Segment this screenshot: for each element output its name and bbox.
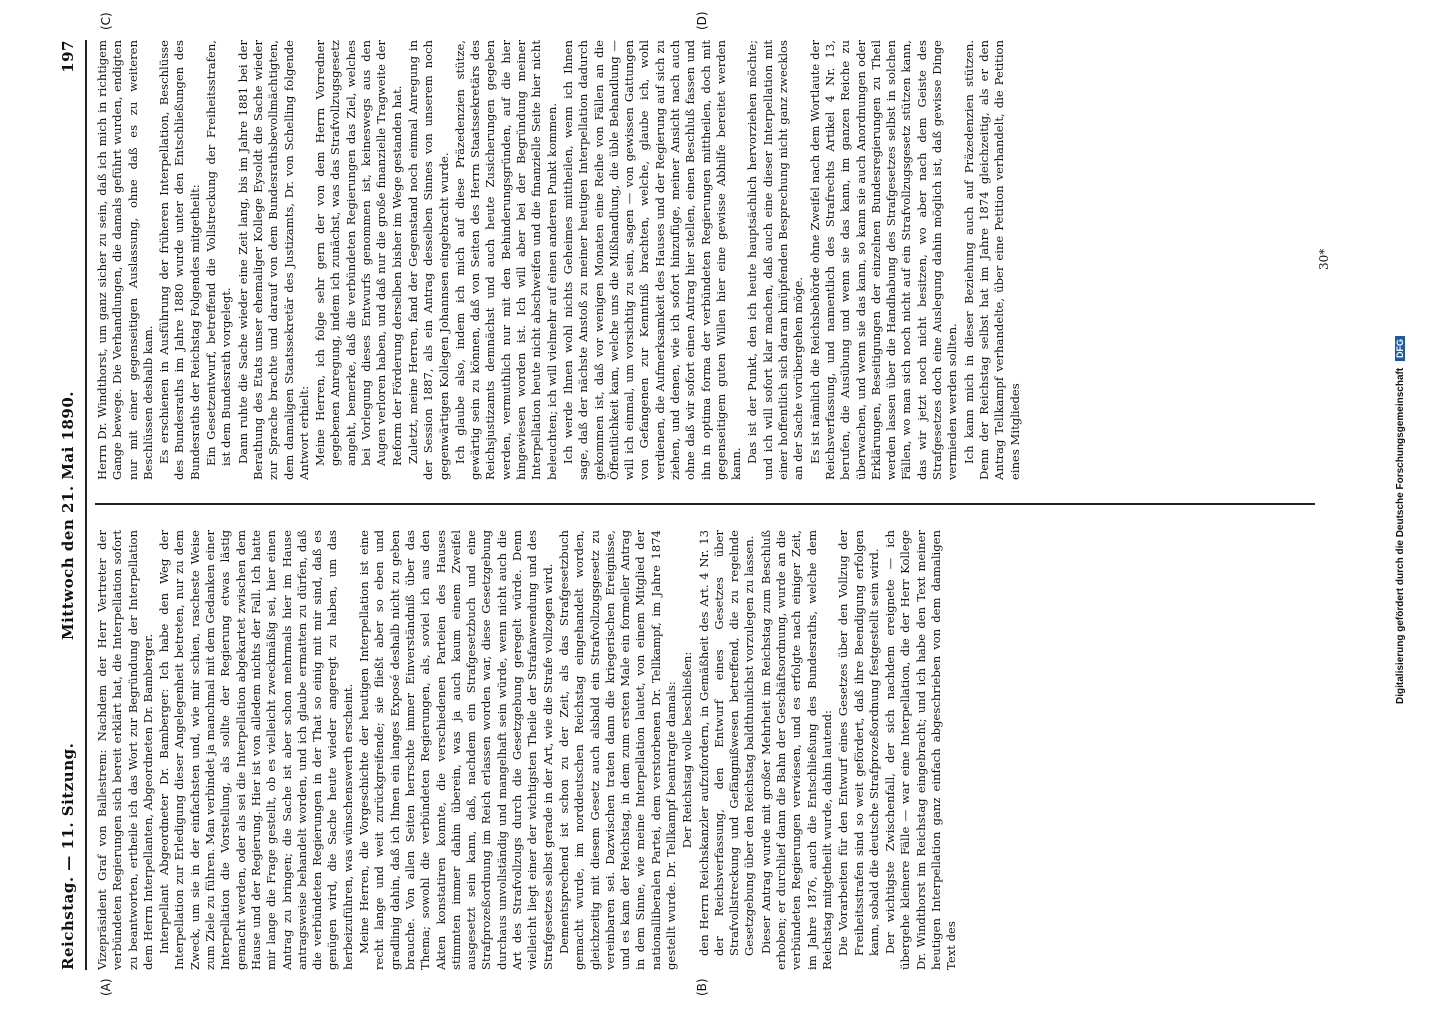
quote-paragraph: Meine Herren, ich folge sehr gern der von dem Herrn Vorredner gegebenen Anregung, indem ich zunächst, was das Strafvollzugsgesetz angeht, bemerke, daß die verbündeten Regierungen das Ziel, welches bei Vorlegung dieses Entwurfs genommen ist, keineswegs aus den Augen verloren haben, und daß nur die große finanzielle Tragweite der Reform der Förderung derselben bisher im Wege gestanden hat. [313, 40, 404, 466]
paragraph: Dieser Antrag wurde mit großer Mehrheit im Reichstag zum Beschluß erhoben; er durchlief dann die Bahn der Geschäftsordnung, wurde an die verbündeten Regierungen verwiesen, und es erfolgte nach einiger Zeit, im Jahre 1876, auch die Entschließung des Bundesraths, welche dem Reichstag mitgetheilt wurde, dahin lautend: [758, 530, 834, 970]
paragraph: Dementsprechend ist schon zu der Zeit, als das Strafgesetzbuch gemacht wurde, im norddeutschen Reichstag eingehandelt worden, gleichzeitig mit diesem Gesetz auch alsbald ein Strafvollzugsgesetz zu vereinbaren sei. Dazwischen traten dann die kriegerischen Ereignisse, und es kam der Reichstag, in dem zum ersten Male ein formeller Antrag in dem Sinne, wie meine Interpellation lautet, von einem Mitglied der nationalliberalen Partei, dem verstorbenen Dr. Tellkampf, im Jahre 1874 gestellt wurde. Dr. Tellkampf beantragte damals: [556, 530, 678, 970]
paragraph: Der wichtigste Zwischenfall, der sich nachdem ereignete — ich übergehe kleinere Fälle — war eine Interpellation, die der Herr Kollege Dr. Windthorst im Reichstag eingebracht; und ich habe den Text meiner heutigen Interpellation ganz einfach abgeschrieben von dem damaligen Text des [883, 530, 959, 970]
paragraph: Meine Herren, die Vorgeschichte der heutigen Interpellation ist eine recht lange und weit zurückgreifende; sie fließt aber so eben und gradlinig dahin, daß ich Ihnen ein langes Exposé deshalb nicht zu geben brauche. Von allen Seiten herrschte immer Einverständniß über das Thema; sowohl die verbündeten Regierungen, als, soviel ich aus den Akten konstatiren konnte, die verschiedenen Parteien des Hauses stimmten immer dahin überein, was ja auch kaum einem Zweifel ausgesetzt sein kann, daß, nachdem ein Strafgesetzbuch und eine Strafprozeßordnung im Reich erlassen worden war, diese Gesetzgebung durchaus unvollständig und mangelhaft sein würde, wenn nicht auch die Art des Strafvollzugs durch die Gesetzgebung geregelt würde. Denn vielleicht liegt einer der wichtigsten Theile der Strafanwendung und des Strafgesetzes selbst gerade in der Art, wie die Strafe vollzogen wird. [357, 530, 555, 970]
paragraph: Interpellant Abgeordneter Dr. Bamberger: Ich habe den Weg der Interpellation zur Erledigung dieser Angelegenheit betreten, nur zu dem Zweck, um sie in der einfachsten und, wie mir schien, rascheste Weise zum Ziele zu führen. Man verbindet ja manchmal mit dem Gedanken einer Interpellation die Vorstellung, als sollte der Regierung etwas lästig gemacht werden, oder als sei die Interpellation abgekartet zwischen dem Hause und der Regierung. Hier ist von alledem nichts der Fall. Ich hatte mir lange die Frage gestellt, ob es vielleicht zweckmäßig sei, hier einen Antrag zu bringen; die Sache ist aber schon mehrmals hier im Hause antragsweise behandelt worden, und ich glaube ermatten zu dürfen, daß die verbündeten Regierungen in der That so einig mit mir sind, daß es genügen wird, die Sache heute wieder angeregt zu haben, um das herbeizuführen, was wünschenswerth erscheint. [157, 530, 355, 970]
header-date: Mittwoch den 21. Mai 1890. [59, 390, 77, 640]
paragraph: Es ist nämlich die Reichsbehörde ohne Zweifel nach dem Wortlaute der Reichsverfassung, und namentlich des Strafrechts Artikel 4 Nr. 13, berufen, die Ausübung und wenn sie das kann, im ganzen Reiche zu überwachen, und wenn sie das kann, so kann sie auch Anordnungen oder Erklärungen, Beseitigungen der einzelnen Bundesregierungen zu Theil werden lassen über die Handhabung des Strafgesetzes selbst in solchen Fällen, wo man sich noch nicht auf ein Strafvollzugsgesetz stützen kann, das wir jetzt noch nicht besitzen, wo aber nach dem Geiste des Strafgesetzes doch eine Auslegung dahin möglich ist, daß gewisse Dinge vermieden werden sollten. [807, 40, 960, 480]
header-session: Reichstag. — 11. Sitzung. [59, 742, 77, 970]
quote-paragraph: Die Vorarbeiten für den Entwurf eines Gesetzes über den Vollzug der Freiheitsstrafen sind so weit gefördert, daß ihre Beendigung erfolgen kann, sobald die deutsche Strafprozeßordnung festgestellt sein wird. [836, 530, 881, 956]
column-separator [95, 503, 1315, 505]
paragraph: Ich kann mich in dieser Beziehung auch auf Präzedenzien stützen. Denn der Reichstag selbst hat im Jahre 1874 gleichzeitig, als er den Antrag Tellkampf verhandelte, über eine Petition verhandelt, die Petition eines Mitgliedes [961, 40, 1022, 480]
paragraph: Ich werde Ihnen wohl nichts Geheimes mittheilen, wenn ich Ihnen sage, daß der nächste Anstoß zu meiner heutigen Interpellation dadurch gekommen ist, daß vor wenigen Monaten eine Reihe von Fällen an die Öffentlichkeit kam, welche uns die Mißhandlung, die üble Behandlung — will ich einmal, um vorsichtig zu sein, sagen — von gewissen Gattungen von Gefangenen zur Kenntniß brachten, welche, glaube ich, wohl verdienen, die Aufmerksamkeit des Hauses und der Regierung auf sich zu ziehen, und denen, wie ich sofort hinzufüge, meiner Ansicht nach auch ohne daß wir sofort einen Antrag hier stellen, einen Beschluß fassen und ihn in optima forma der verbündeten Regierungen mittheilen, doch mit gegenseitigem guten Willen hier eine gewisse Abhilfe bereitet werden kann. [560, 40, 744, 480]
page-number: 197 [59, 40, 77, 73]
margin-marker-a: (A) [99, 978, 113, 996]
credit-text: Digitalisierung gefördert durch die Deutsche Forschungsgemeinschaft [1395, 367, 1406, 704]
paragraph: Das ist der Punkt, den ich heute hauptsächlich hervorziehen möchte; und ich will sofort klar machen, daß auch eine dieser Interpellation mit einer hoffentlich sich daran knüpfenden Besprechung nicht ganz zwecklos an der Sache vorübergehen möge. [745, 40, 806, 480]
paragraph: Vizepräsident Graf von Ballestrem: Nachdem der Herr Vertreter der verbündeten Regierungen sich bereit erklärt hat, die Interpellation sofort zu beantworten, ertheile ich das Wort zur Begründung der Interpellation dem Herrn Interpellanten, Abgeordneten Dr. Bamberger. [95, 530, 155, 970]
quote-paragraph: Ein Gesetzentwurf, betreffend die Vollstreckung der Freiheitsstrafen, ist dem Bundesrath vorgelegt. [204, 40, 234, 466]
paragraph: Zuletzt, meine Herren, fand der Gegenstand noch einmal Anregung in der Session 1887, als ein Antrag desselben Sinnes von unserem noch gegenwärtigen Kollegen Johannsen eingebracht wurde. [405, 40, 451, 480]
quote-paragraph: den Herrn Reichskanzler aufzufordern, in Gemäßheit des Art. 4 Nr. 13 der Reichsverfassung, den Entwurf eines Gesetzes über Strafvollstreckung und Gefängnißwesen betreffend, die zu regelnde Gesetzgebung über den Reichstag baldthunlichst vorzulegen zu lassen. [696, 530, 757, 956]
paragraph: Ich glaube also, indem ich mich auf diese Präzedenzien stütze, gewärtig sein zu können, daß von Seiten des Herrn Staatssekretärs des Reichsjustizamts demnächst und auch heute Zusicherungen gegeben werden, vermuthlich nur mit den Behinderungsgründen, auf die hier hingewiesen worden ist. Ich will aber bei der Begründung meiner Interpellation heute nicht abschweifen und die finanzielle Seite hier nicht beleuchten; ich will vielmehr auf einen anderen Punkt kommen. [452, 40, 559, 480]
margin-marker-c: (C) [99, 12, 113, 30]
page-header [55, 40, 81, 970]
margin-marker-d: (D) [695, 11, 709, 30]
left-column [95, 530, 1315, 970]
paragraph: Es erschienen in Ausführung der früheren Interpellation, Beschlüsse des Bundesraths im Jahre 1880 wurde unter den Entschließungen des Bundesraths der Reichstag Folgendes mitgetheilt: [157, 40, 202, 480]
digitization-credit [1395, 20, 1415, 1020]
page-body [55, 11, 1331, 996]
header-rule [85, 40, 87, 970]
dfg-logo: DFG [1395, 336, 1405, 361]
paragraph: Herrn Dr. Windthorst, um ganz sicher zu sein, daß ich mich in richtigem Gange bewege. Die Verhandlungen, die damals geführt wurden, endigten nur mit einer gegenseitigen Auslassung, ohne daß es zu weiteren Beschlüssen deshalb kam. [95, 40, 155, 480]
signature-mark: 30* [1317, 248, 1331, 270]
paragraph: Dann ruhte die Sache wieder eine Zeit lang, bis im Jahre 1881 bei der Berathung des Etats unser ehemaliger Kollege Eysoldt die Sache wieder zur Sprache brachte und darauf von dem Bundesrathsbevollmächtigten, dem damaligen Staatssekretär des Justizamts, Dr. von Schelling folgende Antwort erhielt: [235, 40, 311, 480]
right-column [95, 40, 1315, 480]
margin-marker-b: (B) [695, 978, 709, 996]
paragraph: Der Reichstag wolle beschließen: [680, 651, 695, 849]
